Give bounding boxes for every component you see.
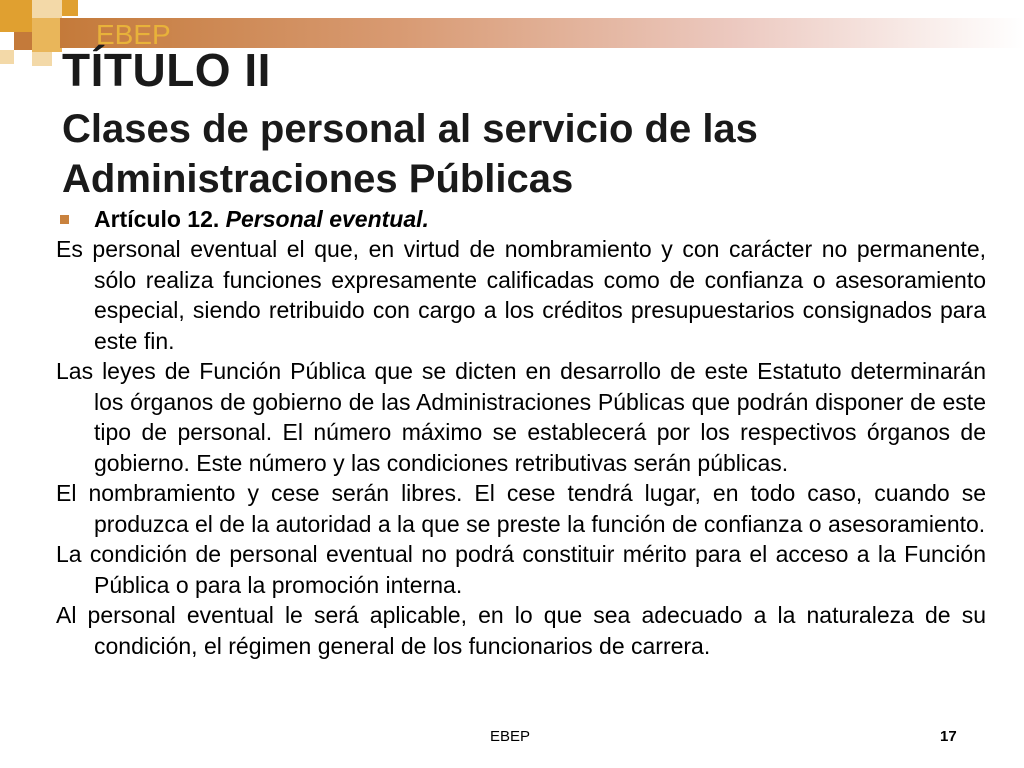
- article-heading: [56, 204, 986, 234]
- page-number: 17: [940, 728, 957, 745]
- paragraph: Las leyes de Función Pública que se dicten en desarrollo de este Estatuto determinarán los órganos de gobierno de las Administraciones Públicas que podrán disponer de este tipo de personal. El número máximo se establecerá por los respectivos órganos de gobierno. Este número y las condiciones retributivas serán públicas.: [56, 358, 986, 476]
- slide-content: [56, 204, 986, 661]
- paragraph: Es personal eventual el que, en virtud de nombramiento y con carácter no permanente, sólo realiza funciones expresamente calificadas como de confianza o asesoramiento especial, siendo retribuido con cargo a los créditos presupuestarios consignados para este fin.: [56, 236, 986, 354]
- paragraph: La condición de personal eventual no podrá constituir mérito para el acceso a la Función Pública o para la promoción interna.: [56, 541, 986, 598]
- square-bullet-icon: [60, 215, 69, 224]
- paragraph: Al personal eventual le será aplicable, en lo que sea adecuado a la naturaleza de su condición, el régimen general de los funcionarios de carrera.: [56, 602, 986, 659]
- footer-label: EBEP: [490, 728, 531, 745]
- slide-title: TÍTULO II: [62, 44, 271, 96]
- slide-subtitle: Clases de personal al servicio de las Administraciones Públicas: [62, 107, 758, 201]
- paragraph: El nombramiento y cese serán libres. El cese tendrá lugar, en todo caso, cuando se produzca el de la autoridad a la que se preste la función de confianza o asesoramiento.: [56, 480, 986, 537]
- article-name: Personal eventual.: [225, 206, 429, 232]
- brand-label: EBEP: [96, 19, 171, 50]
- article-label: Artículo 12.: [94, 206, 220, 232]
